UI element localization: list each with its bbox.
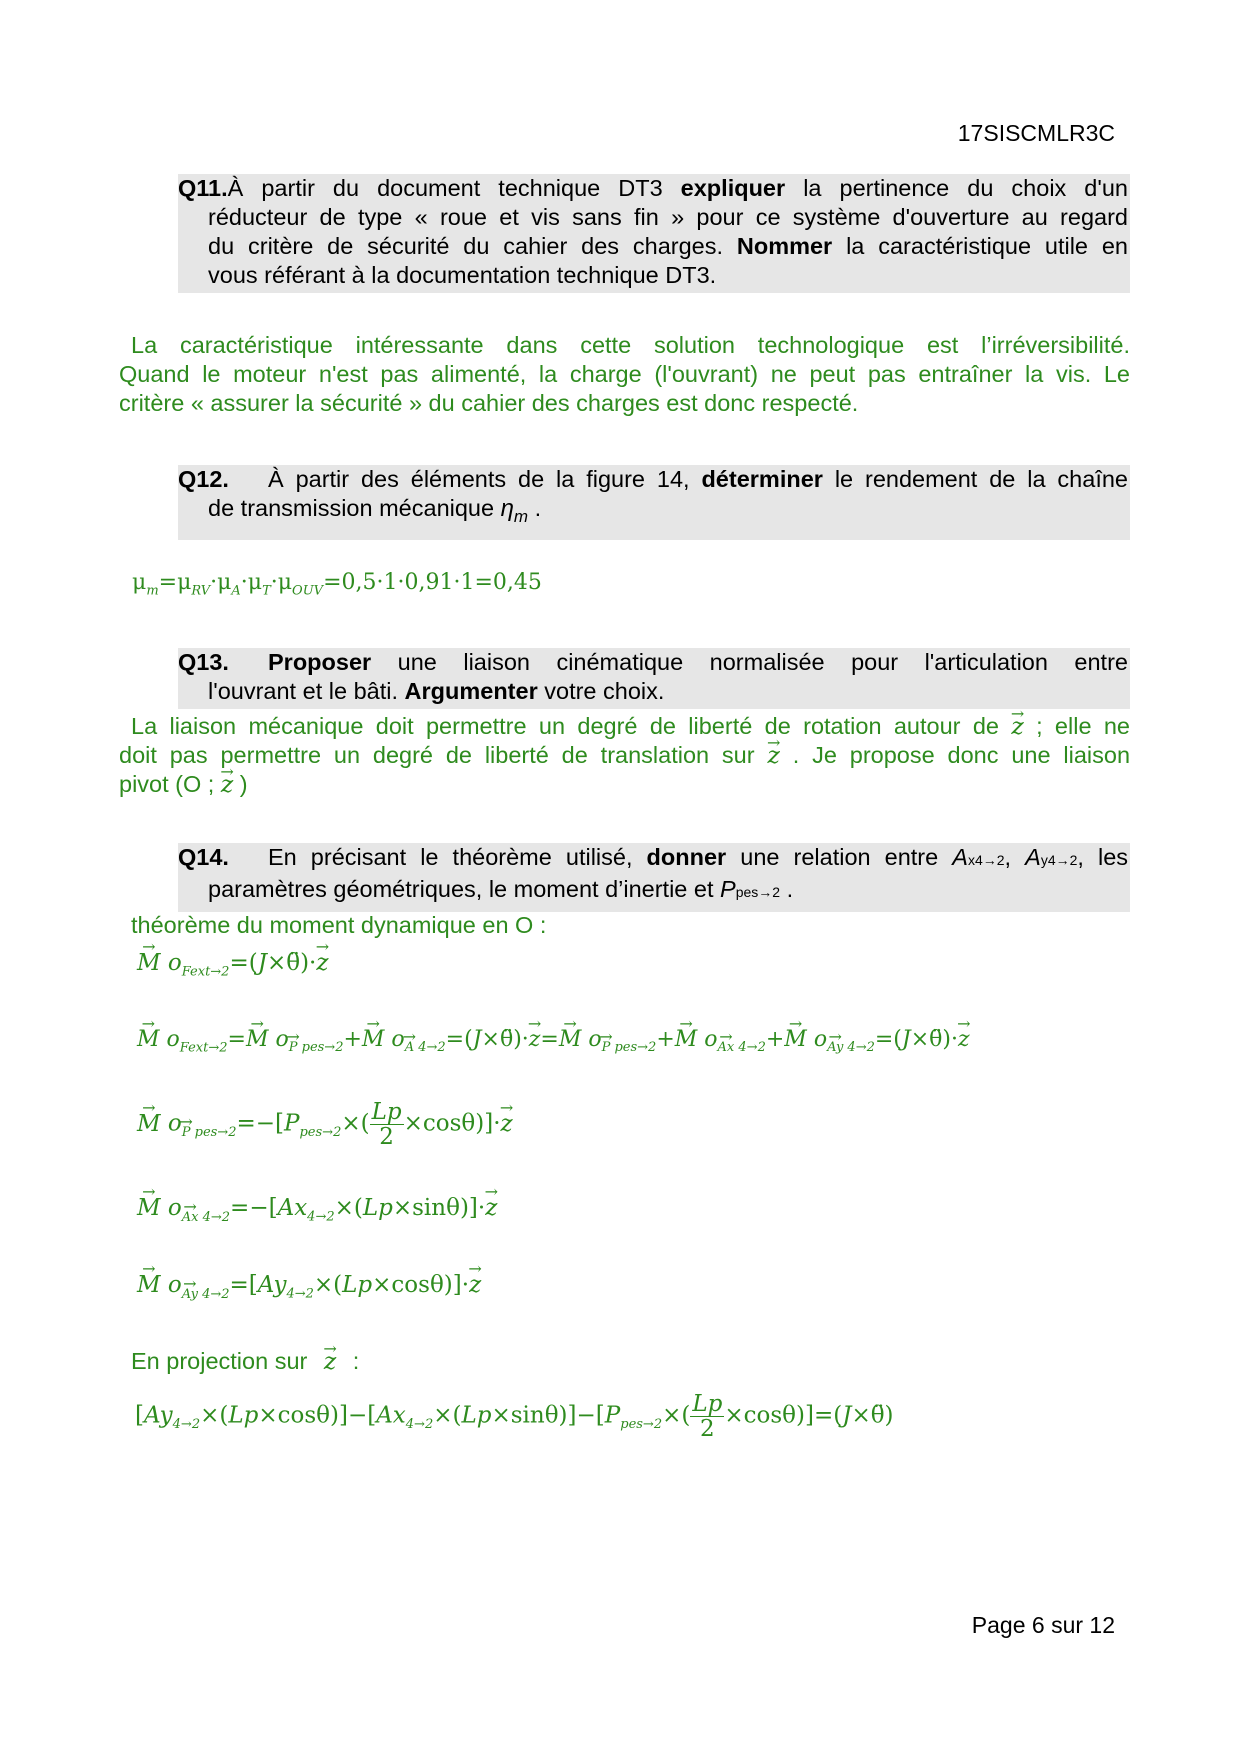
ax-symbol: Ax4→2: [952, 844, 1005, 870]
q13-label: Q13.: [178, 649, 229, 675]
page-number: Page 6 sur 12: [971, 1612, 1115, 1638]
eta-symbol: $\eta_m$: [500, 495, 529, 526]
z-vector-symbol: → z: [324, 1347, 336, 1376]
equation-6: $[Ay_{4\to 2}\times(Lp\times\cos\theta)]-[Ax_{4\to 2}\times(Lp\times\sin\theta)]-[P_{pes\to 2}\times$( $\frac{Lp}{2}$ ×cosθ)]=(J×θ̈): [135, 1391, 894, 1442]
equation-1: → M $o_{Fext\to 2}=(J\times\thetä)\cdot\to z$: [137, 950, 328, 980]
q13-line2: l'ouvrant et le bâti. Argumenter votre choix.: [208, 678, 665, 704]
answer-a13: [119, 712, 1130, 799]
equation-2: → M $o_{Fext\to 2}=\to M$ o→ $_{P pes\to 2}$+→ M o→ $_{A 4\to 2}$=(J×θ̈)·→ z=→ M o→ $_{P pes\to 2}$+→ M o→ $_{Ax 4\to 2}$+→ M o→ $_{Ay 4\to 2}$=(J×θ̈)·→ z: [137, 1027, 970, 1055]
q12-line2: de transmission mécanique $\eta_m$ .: [208, 495, 542, 526]
equation-3: → M $o\to _{P pes\to 2}=-[P_{pes\to 2}\times$( $\frac{Lp}{2}$ ×cosθ)]·→ z: [137, 1100, 513, 1149]
q11-label: Q11.: [178, 175, 228, 201]
z-vector-symbol: → z: [767, 741, 779, 770]
q12-label: Q12.: [178, 466, 229, 492]
answer-a11: [119, 331, 1130, 418]
question-q11: [178, 174, 1130, 293]
ay-symbol: Ay4→2: [1025, 844, 1078, 870]
z-vector-symbol: → z: [1011, 712, 1023, 741]
q11-line2: réducteur de type « roue et vis sans fin » pour ce système d'ouverture au regard: [208, 204, 1128, 230]
q11-line3: du critère de sécurité du cahier des charges. Nommer la caractéristique utile en: [208, 233, 1129, 259]
a13-line2: doit pas permettre un degré de liberté de translation sur → z . Je propose donc une liaison: [119, 741, 1130, 770]
a12-formula: $\mu_m=\mu_{RV}\cdot\mu_A\cdot\mu_T\cdot\mu_{OUV}=0,5\cdot 1\cdot 0,91\cdot 1=0,45$: [132, 570, 542, 599]
z-vector-symbol: → z: [221, 770, 233, 799]
q13-line1: Q13. Proposer une liaison cinématique normalisée pour l'articulation entre: [178, 649, 1128, 675]
a11-line1: La caractéristique intéressante dans cette solution technologique est l’irréversibilité.: [131, 332, 1130, 358]
equation-5: → M $o\to _{Ay 4\to 2}=[Ay_{4\to 2}\times(Lp\times\cos\theta)]\cdot\to z$: [137, 1272, 481, 1302]
q11-line4: vous référant à la documentation technique DT3.: [208, 262, 717, 288]
ppes-symbol: Ppes→2: [720, 876, 781, 902]
question-q13: [178, 648, 1130, 709]
q11-line1: Q11.À partir du document technique DT3 expliquer la pertinence du choix d'un: [178, 175, 1129, 201]
a11-line3: critère « assurer la sécurité » du cahier des charges est donc respecté.: [119, 390, 859, 416]
a14-intro: théorème du moment dynamique en O :: [131, 912, 547, 938]
a11-line2: Quand le moteur n'est pas alimenté, la charge (l'ouvrant) ne peut pas entraîner la vis. Le: [119, 361, 1130, 387]
a13-line3: pivot (O ; → z ): [119, 770, 1130, 799]
q12-line1: Q12. À partir des éléments de la figure 14, déterminer le rendement de la chaîne: [178, 466, 1128, 492]
equation-4: → M $o\to _{Ax 4\to 2}=-[Ax_{4\to 2}\times(Lp\times\sin\theta)]\cdot\to z$: [137, 1195, 497, 1225]
question-q12: [178, 465, 1130, 540]
document-code: 17SISCMLR3C: [957, 120, 1115, 146]
q14-line2: paramètres géométriques, le moment d’inertie et Ppes→2 .: [208, 876, 794, 902]
q14-line1: Q14. En précisant le théorème utilisé, donner une relation entre Ax4→2, Ay4→2, les: [178, 844, 1129, 870]
a13-line1: La liaison mécanique doit permettre un degré de liberté de rotation autour de → z ; elle ne: [119, 712, 1130, 741]
a14-projection: En projection sur → z :: [131, 1347, 359, 1376]
question-q14: [178, 843, 1130, 912]
q14-label: Q14.: [178, 844, 229, 870]
